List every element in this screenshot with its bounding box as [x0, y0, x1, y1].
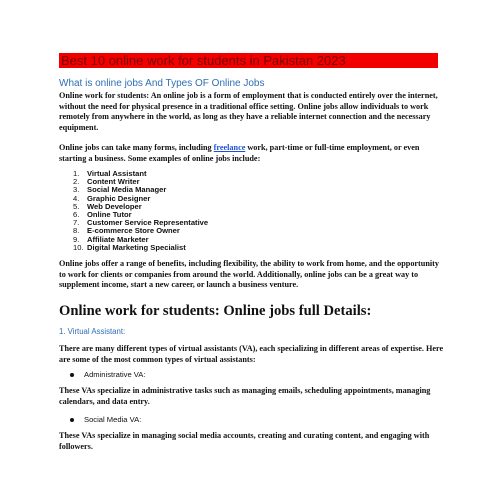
list-label: Web Developer: [87, 201, 142, 211]
bullet-dot: [70, 373, 74, 377]
job-list-item: [73, 244, 208, 252]
list-number: 6.: [73, 210, 80, 220]
list-label: Social Media Manager: [87, 185, 167, 195]
title-banner: [59, 53, 438, 68]
intro-paragraph: Online work for students: An online job is a form of employment that is conducted entirely over the internet, without the need for physical presence in a traditional office setting. Online jobs allow individuals to work remotely from anywhere in the world, as long as they have a reliable internet connection and the necessary equipment.: [59, 91, 438, 132]
section-heading: Online work for students: Online jobs full Details:: [59, 303, 372, 319]
list-label: Online Tutor: [87, 210, 132, 220]
admin-va-paragraph: These VAs specialize in administrative tasks such as managing emails, scheduling appointments, managing calendars, and data entry.: [59, 386, 431, 406]
list-number: 5.: [73, 201, 80, 211]
list-label: E-commerce Store Owner: [87, 226, 180, 236]
document-title: Best 10 online work for students in Pakistan 2023: [61, 53, 346, 68]
list-number: 4.: [73, 193, 80, 203]
list-number: 1.: [73, 169, 80, 178]
bullet-dot: [70, 418, 74, 422]
social-va-paragraph: These VAs specialize in managing social media accounts, creating and curating content, and engaging with followers.: [59, 431, 430, 451]
list-label: Affiliate Marketer: [87, 234, 149, 244]
list-label: Content Writer: [87, 177, 140, 187]
list-label: Customer Service Representative: [87, 218, 209, 228]
list-number: 9.: [73, 234, 80, 244]
forms-text-after: work, part-time or full-time employment, or even starting a business. Some examples of online jobs include:: [59, 143, 420, 163]
list-number: 2.: [73, 177, 80, 187]
freelance-link[interactable]: freelance: [213, 143, 246, 152]
subsection-heading: 1. Virtual Assistant:: [59, 327, 126, 336]
bullet-label: Social Media VA:: [84, 415, 142, 424]
bullet-administrative-va: [70, 370, 145, 379]
va-intro-paragraph: There are many different types of virtual assistants (VA), each specializing in different areas of expertise. Here are some of the most common types of virtual assistants:: [59, 344, 444, 364]
list-number: 8.: [73, 226, 80, 236]
list-label: Digital Marketing Specialist: [87, 242, 186, 252]
forms-text-before: Online jobs can take many forms, including: [59, 143, 214, 152]
list-number: 3.: [73, 185, 80, 195]
list-label: Virtual Assistant: [87, 169, 147, 178]
bullet-social-media-va: [70, 415, 141, 424]
document-subtitle: What is online jobs And Types OF Online Jobs: [59, 78, 265, 89]
bullet-label: Administrative VA:: [84, 370, 146, 379]
forms-paragraph: [59, 143, 444, 164]
benefits-paragraph: Online jobs offer a range of benefits, including flexibility, the ability to work from home, and the opportunity to work for clients or companies from around the world. Additionally, online jobs can be a great way to supplement income, start a new career, or launch a business venture.: [59, 259, 439, 289]
online-jobs-list: [73, 170, 208, 252]
list-label: Graphic Designer: [87, 193, 151, 203]
list-number: 10.: [73, 242, 84, 252]
list-number: 7.: [73, 218, 80, 228]
